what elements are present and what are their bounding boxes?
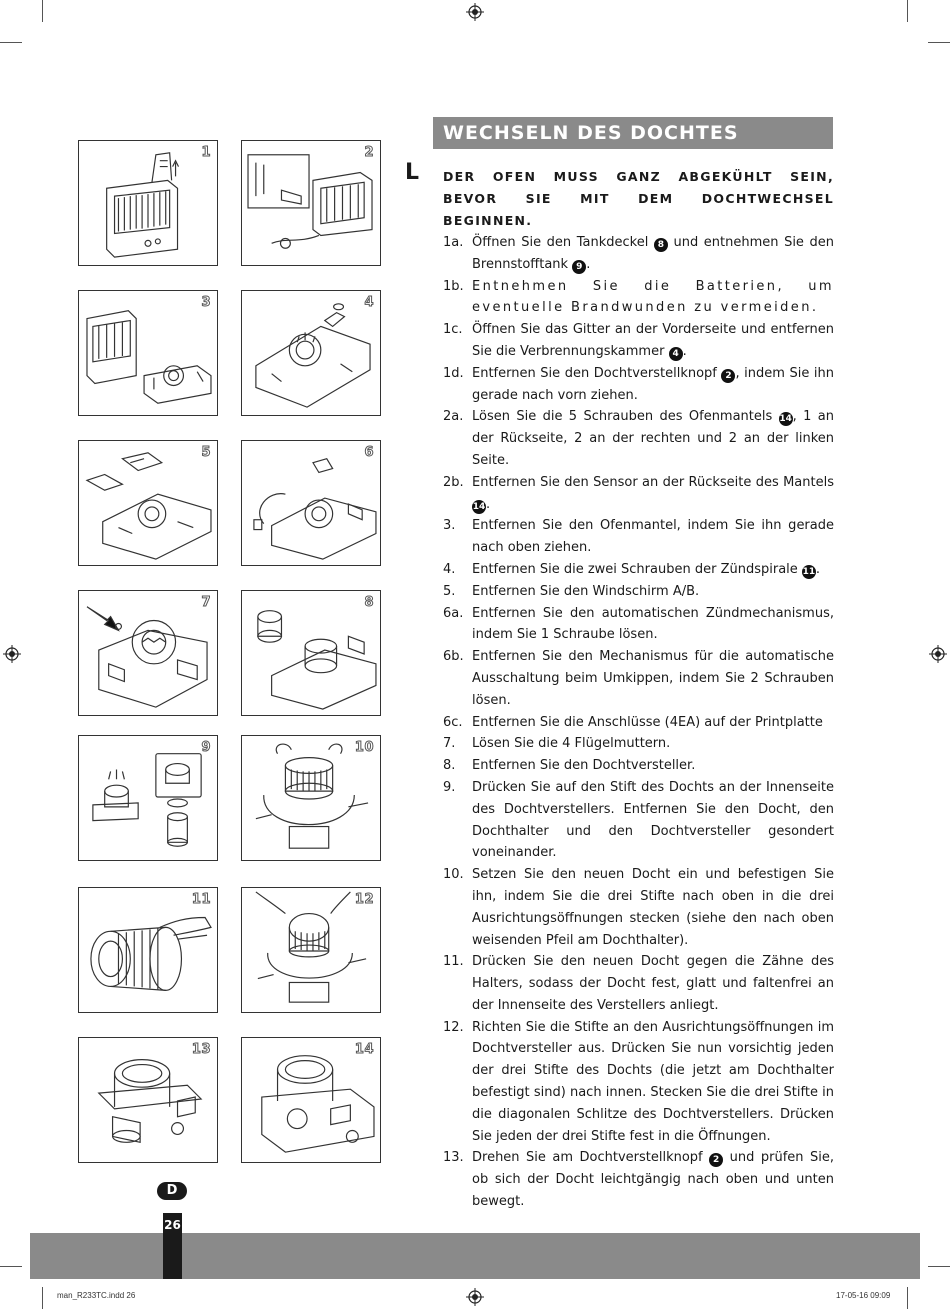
instruction-step <box>443 232 834 276</box>
step-text: Entfernen Sie die zwei Schrauben der Zündspirale 11. <box>472 561 821 577</box>
figure-panel-12 <box>241 887 381 1013</box>
step-number: 4. <box>443 561 456 577</box>
instruction-step <box>443 559 834 581</box>
figure-panel-14 <box>241 1037 381 1163</box>
step-text: Drücken Sie den neuen Docht gegen die Zähne des Halters, sodass der Docht fest, glatt und faltenfrei an der Innenseite des Verstellers anliegt. <box>472 954 834 1013</box>
figure-panel-2 <box>241 140 381 266</box>
figure-number: 2 <box>364 145 374 160</box>
figure-number: 8 <box>364 595 374 610</box>
instruction-step <box>443 733 834 755</box>
crop-mark <box>907 1287 908 1309</box>
print-date: 17-05-16 09:09 <box>836 1291 891 1300</box>
figure-number: 13 <box>191 1042 211 1057</box>
figure-number: 3 <box>201 295 211 310</box>
step-number: 6b. <box>443 649 464 665</box>
part-number-badge: 8 <box>654 238 668 252</box>
step-number: 2b. <box>443 474 464 490</box>
registration-mark-icon <box>466 1288 484 1306</box>
step-text: Entnehmen Sie die Batterien, um eventuelle Brandwunden zu vermeiden. <box>472 278 834 316</box>
step-number: 1b. <box>443 278 464 294</box>
figure-panel-9 <box>78 735 218 861</box>
step-number: 6c. <box>443 714 463 730</box>
step-text: Drehen Sie am Dochtverstellknopf 2 und prüfen Sie, ob sich der Docht leichtgängig nach oben und unten bewegt. <box>472 1150 834 1210</box>
crop-mark <box>928 42 950 43</box>
figure-number: 12 <box>354 892 374 907</box>
page-number: 26 <box>164 1218 181 1232</box>
part-number-badge: 2 <box>709 1153 723 1167</box>
registration-mark-icon <box>466 3 484 21</box>
instruction-step <box>443 712 834 734</box>
instruction-step <box>443 603 834 647</box>
instruction-step <box>443 581 834 603</box>
part-number-badge: 2 <box>721 369 735 383</box>
part-number-badge: 14 <box>472 501 486 512</box>
step-number: 9. <box>443 779 456 795</box>
part-number-badge: 9 <box>572 260 586 274</box>
instruction-step <box>443 363 834 407</box>
figure-number: 9 <box>201 740 211 755</box>
step-number: 8. <box>443 758 456 774</box>
heater-illustration <box>79 141 217 265</box>
instruction-list <box>443 232 834 1213</box>
figure-number: 7 <box>201 595 211 610</box>
crop-mark <box>907 0 908 22</box>
step-number: 10. <box>443 867 464 883</box>
ignition-coil-illustration <box>79 591 217 715</box>
crop-mark <box>42 0 43 22</box>
windshield-removal-illustration <box>242 591 380 715</box>
crop-mark <box>42 1287 43 1309</box>
instruction-step <box>443 864 834 951</box>
figure-panel-8 <box>241 590 381 716</box>
instruction-step <box>443 951 834 1016</box>
figure-number: 10 <box>354 740 374 755</box>
figure-number: 5 <box>201 445 211 460</box>
step-text: Entfernen Sie den Dochtverstellknopf 2 , indem Sie ihn gerade nach vorn ziehen. <box>472 365 834 403</box>
instruction-step <box>443 1147 834 1212</box>
registration-mark-icon <box>929 645 947 663</box>
figure-panel-6 <box>241 440 381 566</box>
step-number: 7. <box>443 736 456 752</box>
step-text: Entfernen Sie den Ofenmantel, indem Sie ihn gerade nach oben ziehen. <box>472 518 834 556</box>
figure-panel-5 <box>78 440 218 566</box>
step-text: Entfernen Sie den Windschirm A/B. <box>472 583 700 599</box>
step-text: Entfernen Sie den Sensor an der Rückseite des Mantels 14. <box>472 474 834 512</box>
step-text: Lösen Sie die 5 Schrauben des Ofenmantels 14, 1 an der Rückseite, 2 an der rechten und 2 an der linken Seite. <box>472 409 835 468</box>
step-number: 1d. <box>443 365 464 381</box>
language-badge: D <box>157 1182 187 1200</box>
casing-removal-illustration <box>79 441 217 565</box>
section-letter: L <box>405 160 420 185</box>
wick-disassembly-illustration <box>79 736 217 860</box>
part-number-badge: 14 <box>779 414 792 425</box>
file-slug: man_R233TC.indd 26 <box>57 1291 136 1300</box>
instruction-step <box>443 472 834 516</box>
step-number: 2a. <box>443 409 464 425</box>
step-text: Lösen Sie die 4 Flügelmuttern. <box>472 736 671 752</box>
part-number-badge: 4 <box>669 347 683 361</box>
step-text: Entfernen Sie den Mechanismus für die automatische Ausschaltung beim Umkippen, indem Sie 2 Schrauben lösen. <box>472 649 834 708</box>
step-number: 1c. <box>443 322 463 338</box>
figure-panel-1 <box>78 140 218 266</box>
instruction-step <box>443 276 834 320</box>
warning-text: DER OFEN MUSS GANZ ABGEKÜHLT SEIN, BEVOR SIE MIT DEM DOCHTWECHSEL BEGINNEN. <box>443 169 834 228</box>
instruction-step <box>443 1017 834 1148</box>
instruction-step <box>443 755 834 777</box>
sensor-removal-illustration <box>242 441 380 565</box>
figure-number: 11 <box>191 892 211 907</box>
step-text: Drücken Sie auf den Stift des Dochts an der Innenseite des Dochtverstellers. Entfernen Sie den Docht, den Dochthalter und den Dochtversteller gesondert voneinander. <box>472 779 834 861</box>
instruction-step <box>443 777 834 864</box>
section-title: WECHSELN DES DOCHTES <box>433 117 833 149</box>
heater-tank-removal-illustration <box>242 141 380 265</box>
step-number: 5. <box>443 583 456 599</box>
instruction-step <box>443 646 834 711</box>
step-text: Öffnen Sie das Gitter an der Vorderseite und entfernen Sie die Verbrennungskammer 4 . <box>472 322 834 359</box>
figure-number: 14 <box>354 1042 374 1057</box>
step-number: 3. <box>443 518 456 534</box>
step-text: Entfernen Sie den automatischen Zündmechanismus, indem Sie 1 Schraube lösen. <box>472 605 834 643</box>
instruction-step <box>443 319 834 363</box>
step-number: 11. <box>443 954 464 970</box>
figure-panel-3 <box>78 290 218 416</box>
figure-number: 1 <box>201 145 211 160</box>
heater-grille-removal-illustration <box>79 291 217 415</box>
figure-number: 6 <box>364 445 374 460</box>
knob-removal-illustration <box>242 291 380 415</box>
instruction-step <box>443 406 834 471</box>
figure-panel-10 <box>241 735 381 861</box>
instruction-step <box>443 515 834 559</box>
step-text: Entfernen Sie den Dochtversteller. <box>472 758 696 774</box>
figure-panel-11 <box>78 887 218 1013</box>
figure-panel-13 <box>78 1037 218 1163</box>
step-number: 12. <box>443 1019 464 1035</box>
step-number: 1a. <box>443 235 464 250</box>
step-text: Richten Sie die Stifte an den Ausrichtungsöffnungen im Dochtversteller aus. Drücken Sie nun vorsichtig jeden der drei Stifte des Dochts (die jetzt am Dochthalter befestigt sind) nach innen. Stecken Sie die drei Stifte in die diagonalen Schlitze des Dochtverstellers. Drücken Sie jeden der drei Stifte fest in die Öffnungen. <box>472 1019 834 1144</box>
step-number: 6a. <box>443 605 464 621</box>
figure-panel-4 <box>241 290 381 416</box>
step-text: Entfernen Sie die Anschlüsse (4EA) auf der Printplatte <box>472 714 823 730</box>
step-number: 13. <box>443 1150 464 1166</box>
crop-mark <box>0 1266 22 1267</box>
step-text: Setzen Sie den neuen Docht ein und befestigen Sie ihn, indem Sie die drei Stifte nach oben in die drei Ausrichtungsöffnungen stecken (siehe den nach oben weisenden Pfeil am Dochthalter). <box>472 867 834 948</box>
part-number-badge: 11 <box>802 566 816 577</box>
crop-mark <box>0 42 22 43</box>
step-text: Öffnen Sie den Tankdeckel 8 und entnehmen Sie den Brennstofftank 9 . <box>472 235 834 272</box>
crop-mark <box>928 1266 950 1267</box>
figure-number: 4 <box>364 295 374 310</box>
figure-panel-7 <box>78 590 218 716</box>
registration-mark-icon <box>3 645 21 663</box>
